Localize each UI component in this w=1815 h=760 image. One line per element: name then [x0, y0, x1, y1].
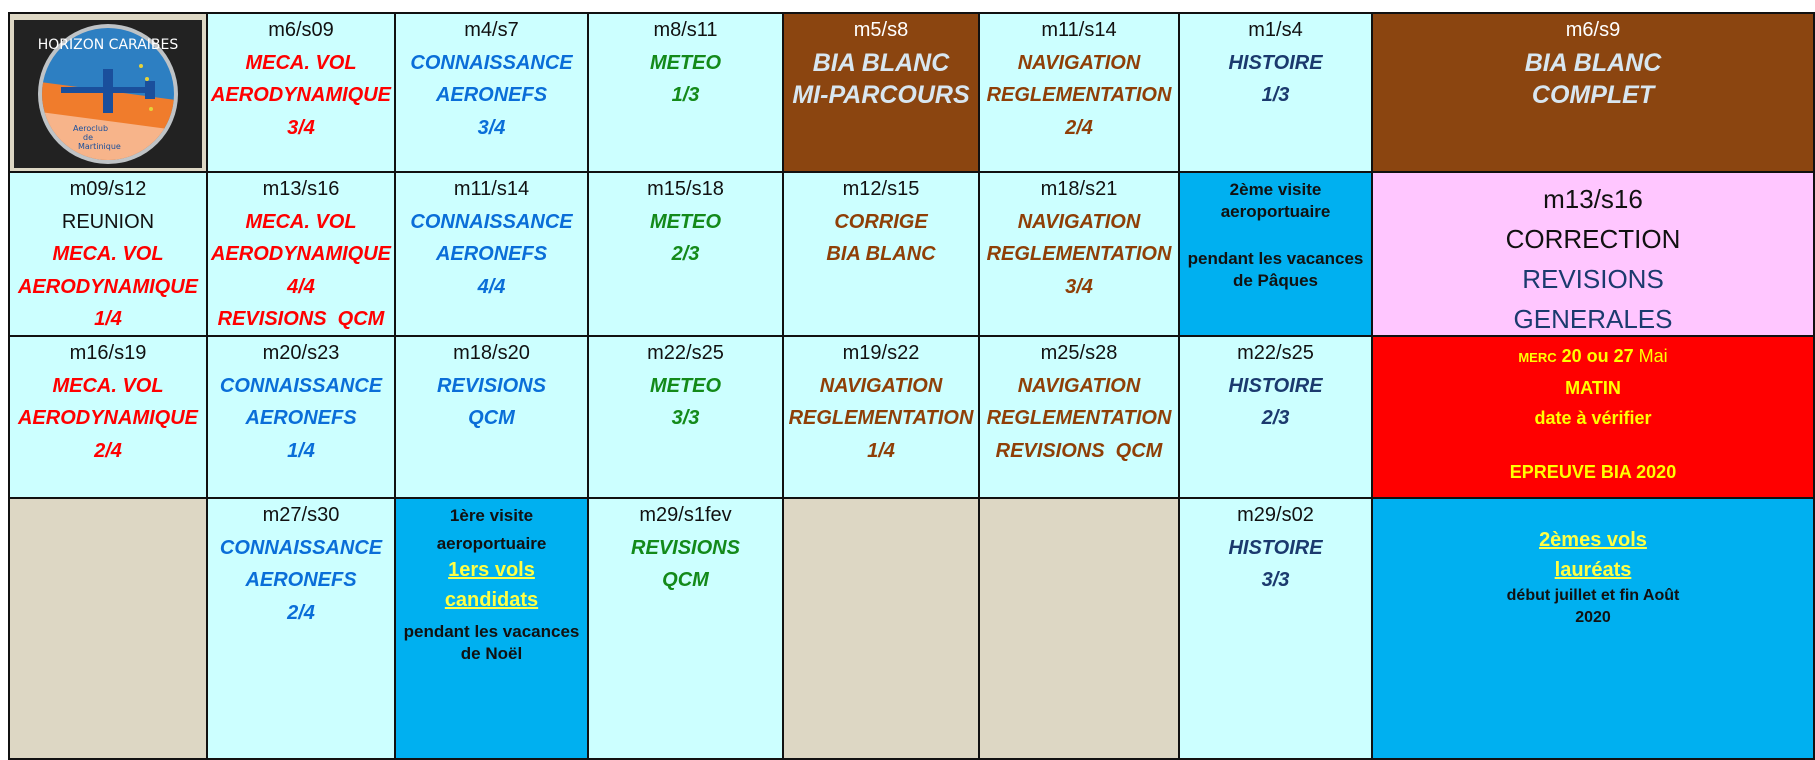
- session-code: m13/s16: [262, 178, 340, 200]
- subject-line: AERONEFS: [245, 407, 357, 429]
- session-code: m6/s09: [268, 19, 334, 41]
- exam-date: MERC 20 ou 27 Mai: [1518, 346, 1668, 366]
- subject-line: AERODYNAMIQUE: [210, 84, 391, 106]
- subject-line: AERONEFS: [435, 243, 548, 265]
- session-code: m11/s14: [1041, 19, 1117, 41]
- cell-r1-c8: [1371, 12, 1815, 173]
- session-code: m1/s4: [1248, 19, 1303, 41]
- cell-r2-c1: [8, 171, 208, 337]
- subject-line: MECA. VOL: [245, 210, 357, 233]
- subject-line: REGLEMENTATION: [986, 84, 1172, 106]
- session-code: m4/s7: [464, 19, 519, 41]
- cell-r2-c8: [1371, 171, 1815, 337]
- cell-r4-c2: [206, 497, 396, 760]
- subject-line: NAVIGATION: [1017, 210, 1141, 233]
- session-code: m20/s23: [262, 342, 340, 364]
- exam-title: BIA BLANC: [812, 48, 950, 77]
- cell-r4-c7: [1178, 497, 1373, 760]
- session-code: m19/s22: [842, 342, 920, 364]
- session-code: m29/s02: [1237, 504, 1314, 526]
- cell-r3-c6: [978, 335, 1180, 499]
- session-code: m12/s15: [842, 178, 920, 200]
- cell-r2-c4: [587, 171, 784, 337]
- session-code: m22/s25: [647, 342, 724, 364]
- session-code: m13/s16: [1543, 184, 1643, 214]
- flight-period: début juillet et fin Août: [1506, 587, 1680, 604]
- svg-text:Aeroclub: Aeroclub: [73, 123, 109, 133]
- subject-line: METEO: [649, 374, 722, 397]
- session-code: m18/s21: [1040, 178, 1118, 200]
- cell-r3-c5: [782, 335, 980, 499]
- flight-subtitle: lauréats: [1554, 559, 1632, 581]
- exam-subtitle: COMPLET: [1531, 80, 1655, 109]
- session-code: m11/s14: [453, 178, 530, 200]
- subject-line: MECA. VOL: [52, 243, 164, 265]
- cell-r3-c7: [1178, 335, 1373, 499]
- logo-cell: [8, 12, 208, 173]
- bia-schedule-grid: [8, 12, 1815, 758]
- flight-title: 1ers vols: [448, 559, 535, 581]
- session-code: m8/s11: [653, 19, 718, 41]
- subject-line: AERODYNAMIQUE: [17, 407, 198, 429]
- svg-text:Martinique: Martinique: [78, 141, 121, 151]
- revision-line: REVISIONS QCM: [217, 308, 385, 330]
- date-note: date à vérifier: [1534, 408, 1652, 428]
- session-code: m25/s28: [1040, 342, 1118, 364]
- subject-line: AERODYNAMIQUE: [17, 275, 198, 298]
- part-fraction: 4/4: [287, 275, 315, 298]
- cell-r2-c5: [782, 171, 980, 337]
- part-fraction: 1/3: [671, 84, 700, 106]
- visit-period: de Pâques: [1232, 271, 1319, 290]
- exam-title: BIA BLANC: [1524, 48, 1662, 77]
- subject-line: QCM: [662, 569, 709, 591]
- session-code: m09/s12: [69, 178, 147, 200]
- subject-line: CONNAISSANCE: [410, 210, 573, 233]
- cell-r4-c5-empty: [782, 497, 980, 760]
- part-fraction: 3/4: [477, 116, 506, 139]
- session-code: m29/s1fev: [639, 504, 732, 526]
- exam-time: MATIN: [1565, 378, 1621, 398]
- session-code: m6/s9: [1565, 19, 1621, 41]
- cell-r1-c4: [587, 12, 784, 173]
- subject-line: METEO: [649, 210, 722, 233]
- subject-line: REGLEMENTATION: [788, 407, 974, 429]
- visit-title: 1ère visite: [449, 506, 534, 525]
- visit-subtitle: aeroportuaire: [436, 534, 547, 553]
- cell-r3-c8: [1371, 335, 1815, 499]
- cell-r2-c7: [1178, 171, 1373, 337]
- cell-r4-c3: [394, 497, 589, 760]
- subject-line: CONNAISSANCE: [219, 536, 383, 559]
- part-fraction: 1/4: [867, 439, 895, 462]
- part-fraction: 3/4: [287, 116, 315, 139]
- session-code: m16/s19: [69, 342, 147, 364]
- cell-r4-c8: [1371, 497, 1815, 760]
- visit-period: de Noël: [460, 644, 523, 663]
- subject-line: AERODYNAMIQUE: [210, 243, 391, 265]
- subject-line: REGLEMENTATION: [986, 407, 1172, 429]
- part-fraction: 3/4: [1065, 275, 1093, 298]
- cell-r3-c2: [206, 335, 396, 499]
- subject-line: HISTOIRE: [1228, 51, 1323, 74]
- subject-line: MECA. VOL: [245, 51, 357, 74]
- subject-line: BIA BLANC: [826, 243, 936, 265]
- visit-period: pendant les vacances: [1187, 249, 1364, 268]
- cell-r3-c4: [587, 335, 784, 499]
- logo-title-text: HORIZON CARAIBES: [37, 36, 179, 53]
- revision-label: GENERALES: [1513, 304, 1673, 334]
- subject-line: NAVIGATION: [1017, 374, 1141, 397]
- revision-label: REVISIONS: [1522, 264, 1664, 294]
- session-code: m18/s20: [453, 342, 530, 364]
- exam-title: EPREUVE BIA 2020: [1509, 462, 1677, 482]
- cell-r2-c2: [206, 171, 396, 337]
- subject-line: REVISIONS: [631, 536, 740, 559]
- part-fraction: 1/3: [1261, 84, 1290, 106]
- subject-line: MECA. VOL: [52, 374, 164, 397]
- part-fraction: 1/4: [94, 308, 122, 330]
- subject-line: QCM: [468, 407, 515, 429]
- flight-title: 2èmes vols: [1539, 529, 1647, 551]
- cell-r1-c2: [206, 12, 396, 173]
- part-fraction: 3/3: [671, 407, 700, 429]
- cell-r4-c1-empty: [8, 497, 208, 760]
- cell-r1-c6: [978, 12, 1180, 173]
- part-fraction: 2/4: [1065, 116, 1093, 139]
- session-code: m22/s25: [1237, 342, 1314, 364]
- session-code: m27/s30: [262, 504, 340, 526]
- part-fraction: 4/4: [477, 275, 506, 298]
- aeroclub-logo: [14, 20, 202, 168]
- cell-r1-c3: [394, 12, 589, 173]
- svg-text:de: de: [83, 132, 93, 142]
- subject-line: AERONEFS: [435, 84, 548, 106]
- visit-subtitle: aeroportuaire: [1220, 202, 1331, 221]
- part-fraction: 2/4: [94, 439, 122, 462]
- part-fraction: 2/4: [287, 601, 315, 624]
- session-code: m5/s8: [853, 19, 909, 41]
- cell-r2-c3: [394, 171, 589, 337]
- subject-line: HISTOIRE: [1228, 536, 1323, 559]
- part-fraction: 1/4: [287, 439, 315, 462]
- session-code: m15/s18: [647, 178, 724, 200]
- subject-line: CORRIGE: [834, 210, 928, 233]
- cell-r2-c6: [978, 171, 1180, 337]
- visit-title: 2ème visite: [1229, 180, 1322, 199]
- cell-r1-c5: [782, 12, 980, 173]
- cell-r4-c6-empty: [978, 497, 1180, 760]
- subject-line: METEO: [649, 51, 722, 74]
- subject-line: AERONEFS: [245, 569, 357, 591]
- part-fraction: 3/3: [1261, 569, 1290, 591]
- subject-line: REVISIONS: [437, 374, 546, 397]
- revision-line: REVISIONS QCM: [995, 439, 1163, 462]
- cell-r4-c4: [587, 497, 784, 760]
- cell-r1-c7: [1178, 12, 1373, 173]
- part-fraction: 2/3: [1261, 407, 1290, 429]
- visit-period: pendant les vacances: [403, 622, 580, 641]
- cell-r3-c1: [8, 335, 208, 499]
- meeting-label: REUNION: [61, 210, 155, 233]
- flight-year: 2020: [1575, 609, 1611, 626]
- subject-line: CONNAISSANCE: [410, 51, 573, 74]
- correction-label: CORRECTION: [1505, 224, 1681, 254]
- subject-line: NAVIGATION: [1017, 51, 1141, 74]
- subject-line: REGLEMENTATION: [986, 243, 1172, 265]
- subject-line: NAVIGATION: [819, 374, 943, 397]
- exam-subtitle: MI-PARCOURS: [792, 80, 970, 109]
- subject-line: CONNAISSANCE: [219, 374, 383, 397]
- flight-subtitle: candidats: [444, 589, 539, 611]
- part-fraction: 2/3: [671, 243, 700, 265]
- cell-r3-c3: [394, 335, 589, 499]
- subject-line: HISTOIRE: [1228, 374, 1323, 397]
